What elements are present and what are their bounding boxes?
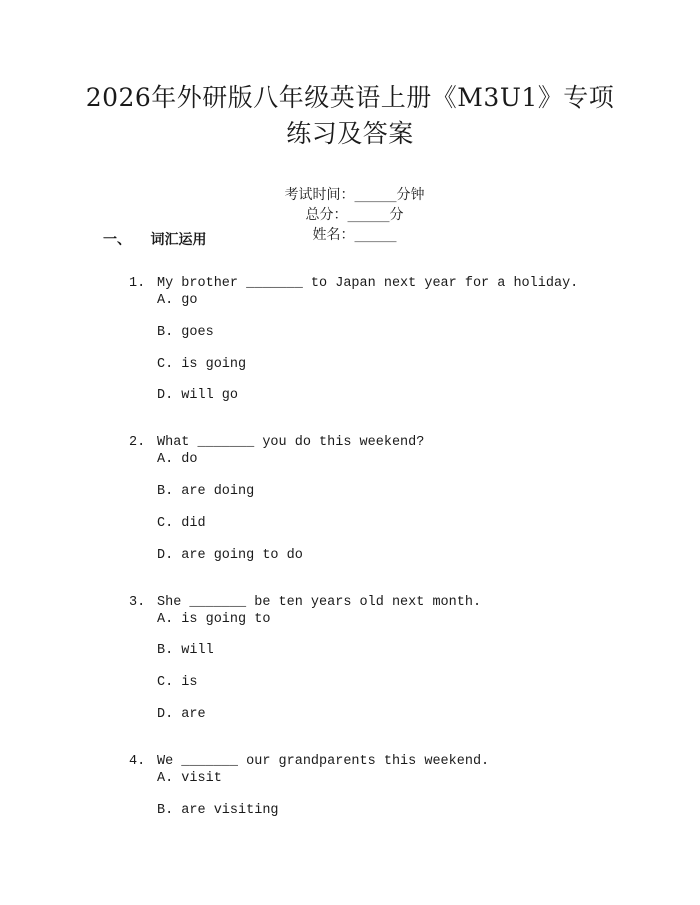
option-b: B. are visiting (157, 803, 279, 818)
question-number: 1. (129, 276, 146, 291)
question-text: What _______ you do this weekend? (157, 435, 425, 450)
option-d: D. will go (157, 388, 239, 403)
option-c: C. did (157, 516, 206, 531)
exam-time: 考试时间：______分钟 (284, 187, 425, 203)
option-b: B. are doing (157, 484, 255, 499)
option-a: A. is going to (157, 612, 271, 627)
page-title-line-2: 练习及答案 (286, 119, 414, 148)
section-number: 一、 (103, 232, 131, 248)
total-score: 总分：______分 (305, 207, 404, 223)
question-2 (0, 420, 425, 450)
question-text: We _______ our grandparents this weekend. (157, 754, 490, 769)
option-b: B. will (157, 643, 214, 658)
question-number: 3. (129, 595, 146, 610)
option-c: C. is (157, 675, 198, 690)
option-b: B. goes (157, 325, 214, 340)
option-a: A. do (157, 452, 198, 467)
question-text: My brother _______ to Japan next year for a holiday. (157, 276, 579, 291)
question-number: 2. (129, 435, 146, 450)
page-title-line-1: 2026年外研版八年级英语上册《M3U1》专项 (85, 83, 615, 112)
option-a: A. visit (157, 771, 222, 786)
question-3 (0, 580, 482, 610)
question-4 (0, 739, 490, 769)
option-d: D. are going to do (157, 548, 303, 563)
student-name: 姓名：______ (312, 227, 397, 243)
question-number: 4. (129, 754, 146, 769)
option-a: A. go (157, 293, 198, 308)
question-1 (0, 261, 579, 291)
option-d: D. are (157, 707, 206, 722)
section-heading (103, 229, 207, 249)
question-text: She _______ be ten years old next month. (157, 595, 482, 610)
section-label: 词汇运用 (150, 232, 207, 248)
option-c: C. is going (157, 357, 247, 372)
